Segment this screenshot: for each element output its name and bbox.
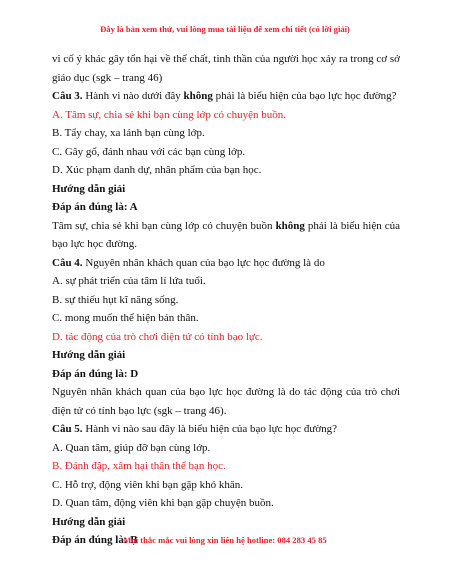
option-c: C. Gây gổ, đánh nhau với các bạn cùng lớp. bbox=[52, 145, 246, 158]
hotline-footer: Mọi thắc mắc vui lòng xin liên hệ hotline: 084 283 45 85 bbox=[123, 535, 327, 545]
question-label: Câu 5. bbox=[52, 423, 83, 435]
explanation-text: Tâm sự, chia sẻ khi bạn cùng lớp có chuyện buồn bbox=[52, 219, 276, 232]
question-label: Câu 3. bbox=[52, 90, 83, 102]
explanation: Nguyên nhân khách quan của bạo lực học đường là do tác động của trò chơi điện tử có tính bạo lực (sgk – trang 46). bbox=[52, 386, 400, 417]
option-b-correct: B. Đánh đập, xâm hại thân thể bạn học. bbox=[52, 460, 226, 472]
correct-answer: Đáp án đúng là: D bbox=[52, 367, 139, 380]
option-c: C. mong muốn thể hiện bản thân. bbox=[52, 312, 199, 324]
question-5 bbox=[52, 420, 400, 439]
solution-heading: Hướng dẫn giải bbox=[52, 515, 126, 528]
option-a-correct: A. Tâm sự, chia sẻ khi bạn cùng lớp có chuyện buồn. bbox=[52, 108, 286, 121]
preview-notice-banner: Đây là bản xem thử, vui lòng mua tài liệu để xem chi tiết (có lời giải) bbox=[100, 24, 350, 34]
question-text: Hành vi nào dưới đây bbox=[82, 90, 184, 102]
solution-heading: Hướng dẫn giải bbox=[52, 349, 126, 361]
correct-answer: Đáp án đúng là: A bbox=[52, 201, 138, 213]
option-d: D. Xúc phạm danh dự, nhân phẩm của bạn học. bbox=[52, 164, 262, 176]
question-3 bbox=[52, 87, 400, 106]
question-label: Câu 4. bbox=[52, 256, 83, 269]
option-a: A. sự phát triển của tâm lí lứa tuổi. bbox=[52, 275, 206, 287]
option-b: B. sự thiếu hụt kĩ năng sống. bbox=[52, 293, 179, 306]
option-d: D. Quan tâm, động viên khi bạn gặp chuyện buồn. bbox=[52, 497, 274, 509]
question-text: Hành vi nào sau đây là biểu hiện của bạo lực học đường? bbox=[82, 423, 338, 435]
document-body bbox=[52, 50, 400, 550]
question-4 bbox=[52, 254, 400, 273]
option-c: C. Hỗ trợ, động viên khi bạn gặp khó khăn. bbox=[52, 478, 243, 491]
question-text: phải là biểu hiện của bạo lực học đường? bbox=[212, 90, 397, 102]
solution-heading: Hướng dẫn giải bbox=[52, 182, 126, 195]
option-b: B. Tẩy chay, xa lánh bạn cùng lớp. bbox=[52, 127, 205, 139]
emphasis-word: không bbox=[183, 90, 213, 102]
question-text: Nguyên nhân khách quan của bạo lực học đường là do bbox=[82, 256, 325, 269]
correct-answer: Đáp án đúng là: B bbox=[52, 534, 138, 546]
explanation-text: phải là biểu hiện của bạo lực học đường. bbox=[52, 219, 400, 250]
option-a: A. Quan tâm, giúp đỡ bạn cùng lớp. bbox=[52, 441, 211, 454]
explanation bbox=[52, 217, 400, 254]
emphasis-word: không bbox=[275, 219, 305, 232]
option-d-correct: D. tác động của trò chơi điện tử có tính bạo lực. bbox=[52, 330, 263, 343]
paragraph-continuation: vi cố ý khác gây tổn hại về thể chất, tinh thần của người học xảy ra trong cơ sở giáo dục (sgk – trang 46) bbox=[52, 53, 400, 84]
